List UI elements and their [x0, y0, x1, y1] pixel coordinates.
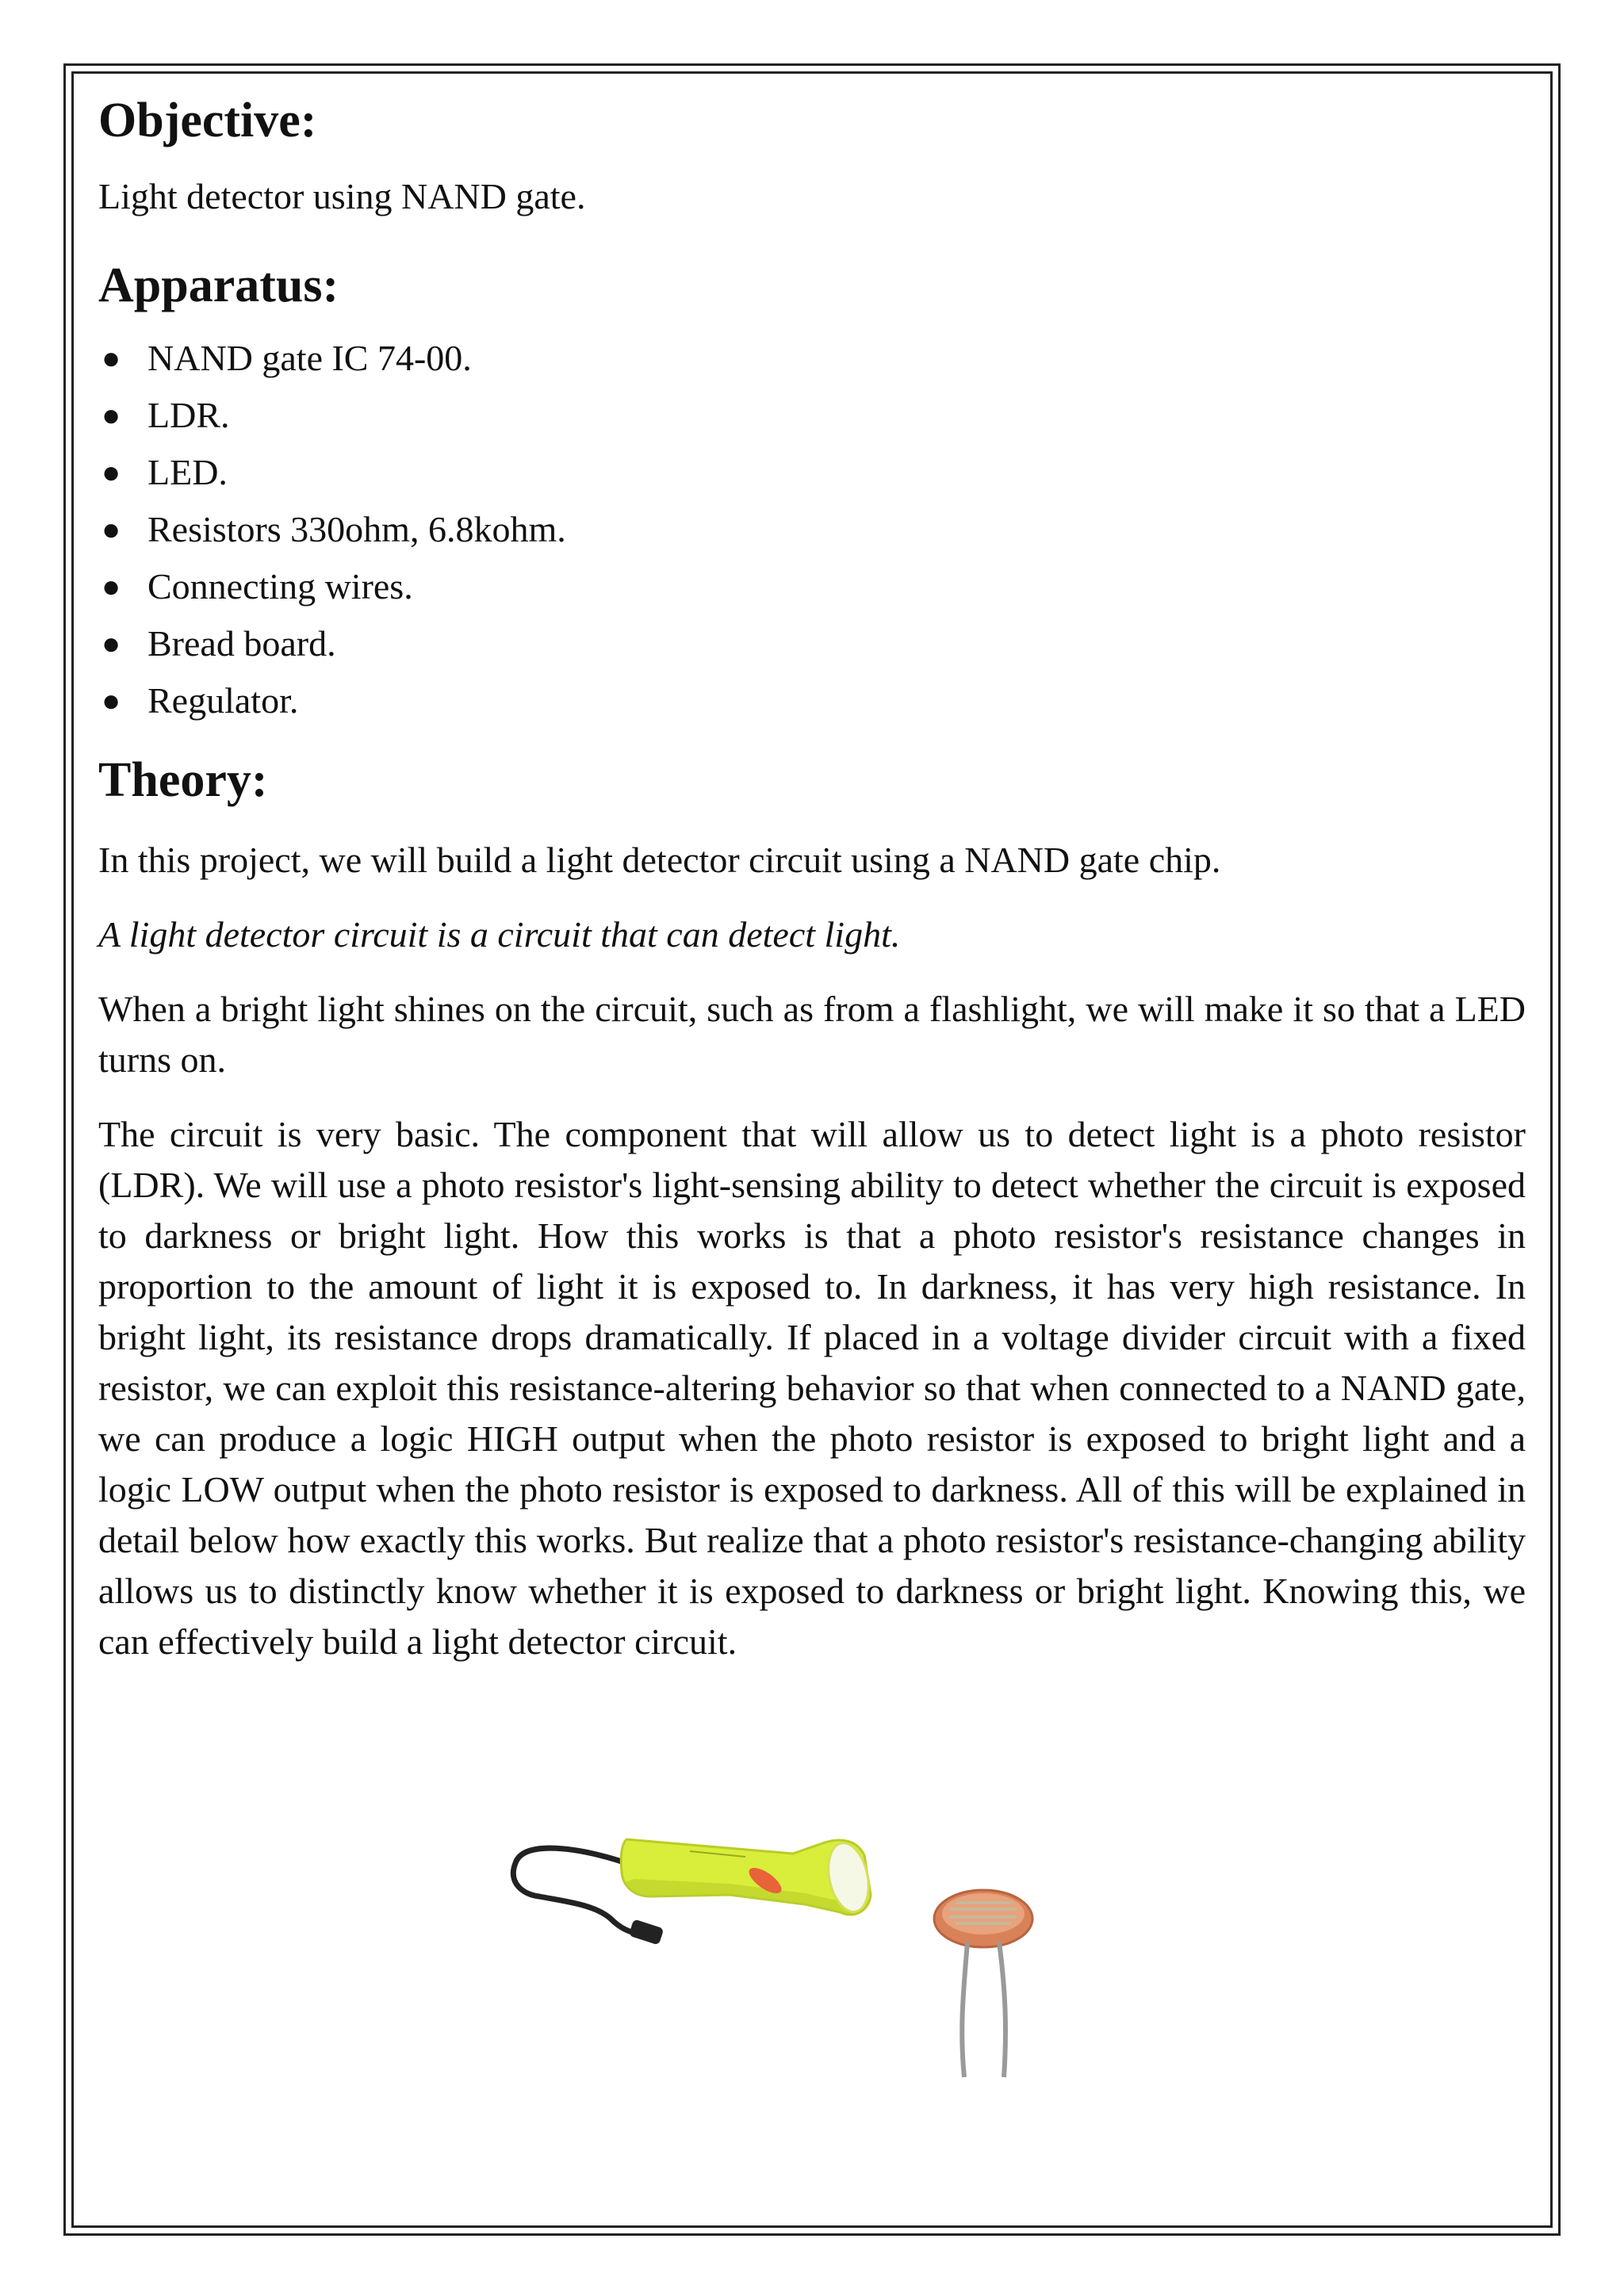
- bullet-icon: ●: [102, 683, 121, 719]
- list-item: [98, 501, 1526, 558]
- document-content: [98, 94, 1526, 1667]
- bullet-icon: ●: [102, 568, 121, 605]
- objective-heading: Objective:: [98, 94, 317, 147]
- list-item: [98, 672, 1526, 729]
- theory-heading: Theory:: [98, 753, 268, 808]
- list-item-text: Connecting wires.: [147, 566, 413, 607]
- list-item: [98, 330, 1526, 387]
- list-item: [98, 615, 1526, 672]
- theory-paragraph-2: A light detector circuit is a circuit that can detect light.: [98, 913, 901, 955]
- theory-paragraph-4: The circuit is very basic. The component that will allow us to detect light is a photo resistor (LDR). We will use a photo resistor's light-sensing ability to detect whether the circuit is exposed to darkness or bright light. How this works is that a photo resistor's resistance changes in proportion to the amount of light it is exposed to. In darkness, it has very high resistance. In bright light, its resistance drops dramatically. If placed in a voltage divider circuit with a fixed resistor, we can exploit this resistance-altering behavior so that when connected to a NAND gate, we can produce a logic HIGH output when the photo resistor is exposed to bright light and a logic LOW output when the photo resistor is exposed to darkness. All of this will be explained in detail below how exactly this works. But realize that a photo resistor's resistance-changing ability allows us to distinctly know whether it is exposed to darkness or bright light. Knowing this, we can effectively build a light detector circuit.: [98, 1113, 1526, 1662]
- list-item-text: Resistors 330ohm, 6.8kohm.: [147, 509, 566, 550]
- bullet-icon: ●: [102, 397, 121, 434]
- flashlight-ldr-figure: [492, 1808, 1126, 2125]
- bullet-icon: ●: [102, 454, 121, 491]
- list-item: [98, 444, 1526, 501]
- list-item-text: LED.: [147, 452, 228, 493]
- theory-paragraph-3: When a bright light shines on the circuit, such as from a flashlight, we will make it so that a LED turns on.: [98, 988, 1526, 1080]
- list-item-text: Regulator.: [147, 680, 299, 721]
- flashlight-icon: [513, 1839, 874, 1946]
- list-item-text: NAND gate IC 74-00.: [147, 338, 472, 379]
- bullet-icon: ●: [102, 626, 121, 662]
- list-item: [98, 558, 1526, 615]
- apparatus-list: [98, 330, 1526, 729]
- list-item: [98, 387, 1526, 444]
- photo-resistor-icon: [934, 1890, 1032, 2077]
- bullet-icon: ●: [102, 511, 121, 548]
- apparatus-heading: Apparatus:: [98, 258, 339, 313]
- list-item-text: LDR.: [147, 395, 230, 436]
- bullet-icon: ●: [102, 340, 121, 377]
- list-item-text: Bread board.: [147, 623, 336, 664]
- figure-svg: [492, 1808, 1126, 2125]
- objective-text: Light detector using NAND gate.: [98, 176, 586, 217]
- theory-paragraph-1: In this project, we will build a light detector circuit using a NAND gate chip.: [98, 839, 1221, 880]
